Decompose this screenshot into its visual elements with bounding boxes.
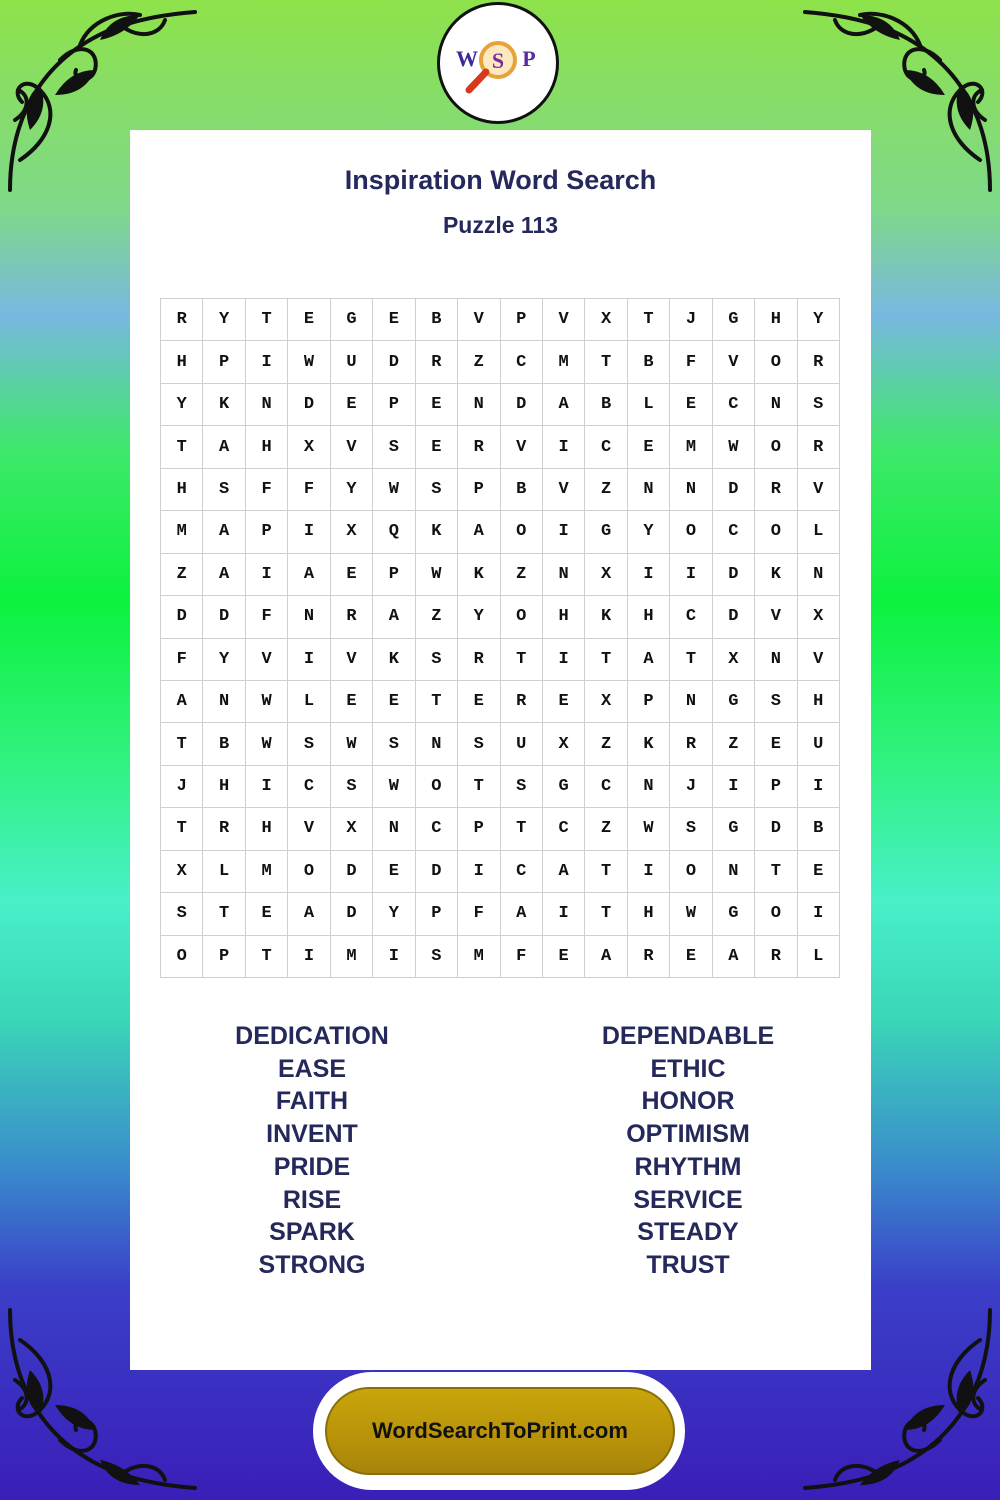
grid-cell[interactable]: S bbox=[670, 808, 712, 850]
grid-cell[interactable]: S bbox=[501, 766, 543, 808]
grid-cell[interactable]: I bbox=[373, 936, 415, 978]
grid-cell[interactable]: G bbox=[713, 893, 755, 935]
word-list-item: RHYTHM bbox=[634, 1152, 742, 1181]
grid-cell[interactable]: F bbox=[288, 469, 330, 511]
grid-cell[interactable]: R bbox=[161, 299, 203, 341]
grid-cell[interactable]: Y bbox=[203, 299, 245, 341]
grid-cell[interactable]: R bbox=[755, 469, 797, 511]
grid-cell[interactable]: E bbox=[373, 681, 415, 723]
grid-cell[interactable]: Z bbox=[585, 808, 627, 850]
grid-cell[interactable]: S bbox=[373, 426, 415, 468]
grid-cell[interactable]: N bbox=[203, 681, 245, 723]
grid-cell[interactable]: R bbox=[798, 426, 840, 468]
grid-cell[interactable]: C bbox=[501, 851, 543, 893]
grid-cell[interactable]: I bbox=[288, 936, 330, 978]
grid-cell[interactable]: C bbox=[713, 511, 755, 553]
grid-cell[interactable]: P bbox=[373, 384, 415, 426]
grid-cell[interactable]: A bbox=[458, 511, 500, 553]
grid-cell[interactable]: L bbox=[798, 936, 840, 978]
grid-cell[interactable]: U bbox=[501, 723, 543, 765]
grid-cell[interactable]: D bbox=[331, 893, 373, 935]
grid-cell[interactable]: A bbox=[203, 554, 245, 596]
grid-cell[interactable]: Q bbox=[373, 511, 415, 553]
letter-grid bbox=[160, 298, 840, 978]
grid-cell[interactable]: O bbox=[501, 596, 543, 638]
grid-cell[interactable]: H bbox=[755, 299, 797, 341]
grid-cell[interactable]: Z bbox=[501, 554, 543, 596]
word-list-item: HONOR bbox=[641, 1087, 735, 1116]
grid-cell[interactable]: S bbox=[373, 723, 415, 765]
grid-cell[interactable]: A bbox=[203, 426, 245, 468]
grid-cell[interactable]: D bbox=[713, 596, 755, 638]
grid-cell[interactable]: E bbox=[670, 384, 712, 426]
grid-cell[interactable]: C bbox=[288, 766, 330, 808]
grid-cell[interactable]: O bbox=[416, 766, 458, 808]
grid-cell[interactable]: C bbox=[543, 808, 585, 850]
grid-cell[interactable]: X bbox=[585, 681, 627, 723]
word-list-item: DEPENDABLE bbox=[601, 1022, 775, 1050]
grid-cell[interactable]: I bbox=[543, 639, 585, 681]
grid-cell[interactable]: M bbox=[246, 851, 288, 893]
word-list-item: EASE bbox=[277, 1054, 347, 1083]
grid-cell[interactable]: T bbox=[670, 639, 712, 681]
grid-cell[interactable]: F bbox=[161, 639, 203, 681]
grid-cell[interactable]: E bbox=[628, 426, 670, 468]
grid-cell[interactable]: H bbox=[628, 596, 670, 638]
grid-cell[interactable]: N bbox=[670, 681, 712, 723]
grid-cell[interactable]: T bbox=[501, 639, 543, 681]
word-list-item: OPTIMISM bbox=[626, 1120, 750, 1149]
grid-cell[interactable]: Z bbox=[458, 341, 500, 383]
grid-cell[interactable]: R bbox=[755, 936, 797, 978]
grid-cell[interactable]: I bbox=[628, 554, 670, 596]
grid-cell[interactable]: Z bbox=[416, 596, 458, 638]
grid-cell[interactable]: A bbox=[288, 893, 330, 935]
grid-cell[interactable]: P bbox=[458, 808, 500, 850]
word-list-right bbox=[538, 1020, 838, 1282]
grid-cell[interactable]: X bbox=[331, 808, 373, 850]
grid-cell[interactable]: N bbox=[373, 808, 415, 850]
grid-cell[interactable]: P bbox=[246, 511, 288, 553]
grid-cell[interactable]: Z bbox=[161, 554, 203, 596]
grid-cell[interactable]: T bbox=[585, 341, 627, 383]
grid-cell[interactable]: O bbox=[161, 936, 203, 978]
grid-cell[interactable]: I bbox=[458, 851, 500, 893]
grid-cell[interactable]: A bbox=[203, 511, 245, 553]
grid-cell[interactable]: R bbox=[798, 341, 840, 383]
grid-cell[interactable]: G bbox=[331, 299, 373, 341]
grid-cell[interactable]: L bbox=[628, 384, 670, 426]
grid-cell[interactable]: I bbox=[543, 893, 585, 935]
grid-cell[interactable]: N bbox=[755, 384, 797, 426]
grid-cell[interactable]: T bbox=[161, 808, 203, 850]
grid-cell[interactable]: R bbox=[203, 808, 245, 850]
grid-cell[interactable]: E bbox=[416, 384, 458, 426]
grid-cell[interactable]: Y bbox=[331, 469, 373, 511]
grid-cell[interactable]: G bbox=[543, 766, 585, 808]
grid-cell[interactable]: D bbox=[416, 851, 458, 893]
grid-cell[interactable]: X bbox=[161, 851, 203, 893]
grid-cell[interactable]: W bbox=[246, 681, 288, 723]
page-title: Inspiration Word Search bbox=[344, 165, 657, 195]
grid-cell[interactable]: R bbox=[628, 936, 670, 978]
grid-cell[interactable]: H bbox=[161, 341, 203, 383]
grid-cell[interactable]: H bbox=[203, 766, 245, 808]
word-list-item: PRIDE bbox=[273, 1152, 351, 1181]
grid-cell[interactable]: O bbox=[755, 341, 797, 383]
grid-cell[interactable]: B bbox=[628, 341, 670, 383]
grid-cell[interactable]: W bbox=[416, 554, 458, 596]
grid-cell[interactable]: Y bbox=[203, 639, 245, 681]
grid-cell[interactable]: W bbox=[288, 341, 330, 383]
grid-cell[interactable]: K bbox=[585, 596, 627, 638]
grid-cell[interactable]: P bbox=[628, 681, 670, 723]
grid-cell[interactable]: R bbox=[458, 426, 500, 468]
grid-cell[interactable]: X bbox=[713, 639, 755, 681]
grid-cell[interactable]: D bbox=[203, 596, 245, 638]
grid-cell[interactable]: M bbox=[458, 936, 500, 978]
grid-cell[interactable]: B bbox=[416, 299, 458, 341]
grid-cell[interactable]: T bbox=[755, 851, 797, 893]
grid-cell[interactable]: V bbox=[755, 596, 797, 638]
grid-cell[interactable]: W bbox=[628, 808, 670, 850]
grid-cell[interactable]: F bbox=[458, 893, 500, 935]
grid-cell[interactable]: M bbox=[161, 511, 203, 553]
grid-cell[interactable]: K bbox=[416, 511, 458, 553]
grid-cell[interactable]: C bbox=[416, 808, 458, 850]
grid-cell[interactable]: T bbox=[628, 299, 670, 341]
grid-cell[interactable]: H bbox=[628, 893, 670, 935]
word-list-item: STRONG bbox=[258, 1250, 366, 1279]
grid-cell[interactable]: V bbox=[798, 469, 840, 511]
grid-cell[interactable]: W bbox=[331, 723, 373, 765]
grid-cell[interactable]: P bbox=[203, 936, 245, 978]
grid-cell[interactable]: D bbox=[331, 851, 373, 893]
grid-cell[interactable]: K bbox=[755, 554, 797, 596]
grid-cell[interactable]: G bbox=[713, 681, 755, 723]
grid-cell[interactable]: Z bbox=[585, 723, 627, 765]
grid-cell[interactable]: R bbox=[501, 681, 543, 723]
grid-cell[interactable]: Z bbox=[585, 469, 627, 511]
grid-cell[interactable]: M bbox=[331, 936, 373, 978]
grid-cell[interactable]: V bbox=[288, 808, 330, 850]
grid-cell[interactable]: O bbox=[288, 851, 330, 893]
grid-cell[interactable]: T bbox=[161, 723, 203, 765]
grid-cell[interactable]: X bbox=[585, 554, 627, 596]
grid-cell[interactable]: X bbox=[798, 596, 840, 638]
grid-cell[interactable]: D bbox=[755, 808, 797, 850]
grid-cell[interactable]: G bbox=[713, 299, 755, 341]
grid-cell[interactable]: N bbox=[798, 554, 840, 596]
grid-cell[interactable]: A bbox=[161, 681, 203, 723]
grid-cell[interactable]: I bbox=[246, 766, 288, 808]
grid-cell[interactable]: H bbox=[246, 808, 288, 850]
grid-cell[interactable]: L bbox=[798, 511, 840, 553]
grid-cell[interactable]: D bbox=[373, 341, 415, 383]
grid-cell[interactable]: G bbox=[713, 808, 755, 850]
grid-cell[interactable]: I bbox=[543, 426, 585, 468]
grid-cell[interactable]: V bbox=[713, 341, 755, 383]
word-list-item: FAITH bbox=[275, 1087, 349, 1116]
grid-cell[interactable]: L bbox=[288, 681, 330, 723]
grid-cell[interactable]: H bbox=[543, 596, 585, 638]
grid-cell[interactable]: A bbox=[543, 851, 585, 893]
grid-cell[interactable]: S bbox=[458, 723, 500, 765]
grid-cell[interactable]: O bbox=[755, 426, 797, 468]
grid-cell[interactable]: S bbox=[288, 723, 330, 765]
grid-cell[interactable]: E bbox=[331, 384, 373, 426]
grid-cell[interactable]: S bbox=[203, 469, 245, 511]
grid-cell[interactable]: T bbox=[585, 851, 627, 893]
grid-cell[interactable]: V bbox=[543, 469, 585, 511]
grid-cell[interactable]: U bbox=[331, 341, 373, 383]
grid-cell[interactable]: M bbox=[543, 341, 585, 383]
grid-cell[interactable]: E bbox=[670, 936, 712, 978]
grid-cell[interactable]: F bbox=[246, 469, 288, 511]
word-list-item: DEDICATION bbox=[235, 1022, 389, 1050]
grid-cell[interactable]: F bbox=[246, 596, 288, 638]
grid-cell[interactable]: S bbox=[416, 639, 458, 681]
grid-cell[interactable]: R bbox=[331, 596, 373, 638]
grid-cell[interactable]: H bbox=[161, 469, 203, 511]
word-list-item: ETHIC bbox=[650, 1054, 726, 1083]
site-logo[interactable] bbox=[437, 2, 559, 124]
grid-cell[interactable]: O bbox=[670, 511, 712, 553]
grid-cell[interactable]: E bbox=[458, 681, 500, 723]
word-list-item: RISE bbox=[282, 1185, 342, 1214]
word-list-item: SPARK bbox=[269, 1218, 355, 1247]
site-link-button[interactable]: WordSearchToPrint.com bbox=[325, 1387, 675, 1475]
grid-cell[interactable]: A bbox=[713, 936, 755, 978]
puzzle-sheet bbox=[130, 130, 871, 1370]
grid-cell[interactable]: E bbox=[543, 936, 585, 978]
grid-cell[interactable]: I bbox=[246, 554, 288, 596]
grid-cell[interactable]: V bbox=[543, 299, 585, 341]
grid-cell[interactable]: D bbox=[713, 554, 755, 596]
grid-cell[interactable]: G bbox=[585, 511, 627, 553]
word-list-item: STEADY bbox=[637, 1218, 739, 1247]
grid-cell[interactable]: S bbox=[331, 766, 373, 808]
word-list-item: INVENT bbox=[266, 1120, 358, 1149]
grid-cell[interactable]: B bbox=[798, 808, 840, 850]
grid-cell[interactable]: I bbox=[288, 511, 330, 553]
grid-cell[interactable]: T bbox=[246, 936, 288, 978]
grid-cell[interactable]: L bbox=[203, 851, 245, 893]
word-list-item: TRUST bbox=[646, 1250, 730, 1279]
grid-cell[interactable]: P bbox=[373, 554, 415, 596]
grid-cell[interactable]: U bbox=[798, 723, 840, 765]
grid-cell[interactable]: Y bbox=[798, 299, 840, 341]
grid-cell[interactable]: P bbox=[416, 893, 458, 935]
grid-cell[interactable]: N bbox=[288, 596, 330, 638]
grid-cell[interactable]: S bbox=[755, 681, 797, 723]
grid-cell[interactable]: X bbox=[331, 511, 373, 553]
grid-cell[interactable]: D bbox=[501, 384, 543, 426]
grid-cell[interactable]: Y bbox=[458, 596, 500, 638]
grid-cell[interactable]: N bbox=[628, 469, 670, 511]
grid-cell[interactable]: T bbox=[585, 639, 627, 681]
grid-cell[interactable]: T bbox=[501, 808, 543, 850]
word-list-left bbox=[162, 1020, 462, 1282]
grid-cell[interactable]: C bbox=[501, 341, 543, 383]
grid-cell[interactable]: Y bbox=[161, 384, 203, 426]
grid-cell[interactable]: A bbox=[585, 936, 627, 978]
grid-cell[interactable]: K bbox=[203, 384, 245, 426]
grid-cell[interactable]: I bbox=[543, 511, 585, 553]
grid-cell[interactable]: C bbox=[713, 384, 755, 426]
grid-cell[interactable]: B bbox=[203, 723, 245, 765]
grid-cell[interactable]: I bbox=[246, 341, 288, 383]
grid-cell[interactable]: E bbox=[798, 851, 840, 893]
grid-cell[interactable]: I bbox=[713, 766, 755, 808]
grid-cell[interactable]: W bbox=[246, 723, 288, 765]
grid-cell[interactable]: P bbox=[501, 299, 543, 341]
grid-cell[interactable]: N bbox=[628, 766, 670, 808]
grid-cell[interactable]: I bbox=[798, 766, 840, 808]
grid-cell[interactable]: N bbox=[246, 384, 288, 426]
grid-cell[interactable]: B bbox=[585, 384, 627, 426]
grid-cell[interactable]: N bbox=[713, 851, 755, 893]
grid-cell[interactable]: T bbox=[416, 681, 458, 723]
grid-cell[interactable]: X bbox=[543, 723, 585, 765]
grid-cell[interactable]: K bbox=[458, 554, 500, 596]
grid-cell[interactable]: Z bbox=[713, 723, 755, 765]
grid-cell[interactable]: Y bbox=[373, 893, 415, 935]
grid-cell[interactable]: E bbox=[373, 299, 415, 341]
grid-cell[interactable]: W bbox=[373, 469, 415, 511]
magnifier-icon bbox=[443, 8, 553, 118]
grid-cell[interactable]: T bbox=[458, 766, 500, 808]
grid-cell[interactable]: H bbox=[246, 426, 288, 468]
grid-cell[interactable]: A bbox=[543, 384, 585, 426]
grid-cell[interactable]: C bbox=[585, 426, 627, 468]
grid-cell[interactable]: J bbox=[670, 299, 712, 341]
logo-letter-p: P bbox=[522, 46, 536, 71]
grid-cell[interactable]: V bbox=[798, 639, 840, 681]
grid-cell[interactable]: D bbox=[288, 384, 330, 426]
grid-cell[interactable]: E bbox=[373, 851, 415, 893]
grid-cell[interactable]: V bbox=[458, 299, 500, 341]
grid-cell[interactable]: N bbox=[416, 723, 458, 765]
grid-cell[interactable]: H bbox=[798, 681, 840, 723]
grid-cell[interactable]: J bbox=[670, 766, 712, 808]
grid-cell[interactable]: K bbox=[628, 723, 670, 765]
grid-cell[interactable]: I bbox=[798, 893, 840, 935]
puzzle-number: Puzzle 113 bbox=[442, 212, 559, 238]
grid-cell[interactable]: E bbox=[288, 299, 330, 341]
logo-letter-w: W bbox=[456, 46, 478, 71]
grid-cell[interactable]: P bbox=[755, 766, 797, 808]
grid-cell[interactable]: V bbox=[331, 639, 373, 681]
grid-cell[interactable]: O bbox=[501, 511, 543, 553]
grid-cell[interactable]: O bbox=[670, 851, 712, 893]
grid-cell[interactable]: S bbox=[416, 936, 458, 978]
grid-cell[interactable]: F bbox=[670, 341, 712, 383]
grid-cell[interactable]: D bbox=[161, 596, 203, 638]
grid-cell[interactable]: M bbox=[670, 426, 712, 468]
grid-cell[interactable]: R bbox=[458, 639, 500, 681]
grid-cell[interactable]: T bbox=[246, 299, 288, 341]
grid-cell[interactable]: V bbox=[501, 426, 543, 468]
grid-cell[interactable]: X bbox=[288, 426, 330, 468]
grid-cell[interactable]: C bbox=[585, 766, 627, 808]
grid-cell[interactable]: E bbox=[755, 723, 797, 765]
grid-cell[interactable]: A bbox=[288, 554, 330, 596]
word-list-item: SERVICE bbox=[633, 1185, 743, 1214]
grid-cell[interactable]: C bbox=[670, 596, 712, 638]
grid-cell[interactable]: V bbox=[331, 426, 373, 468]
grid-cell[interactable]: P bbox=[203, 341, 245, 383]
grid-cell[interactable]: W bbox=[713, 426, 755, 468]
grid-cell[interactable]: D bbox=[713, 469, 755, 511]
grid-cell[interactable]: P bbox=[458, 469, 500, 511]
grid-cell[interactable]: E bbox=[416, 426, 458, 468]
grid-cell[interactable]: R bbox=[416, 341, 458, 383]
grid-cell[interactable]: E bbox=[543, 681, 585, 723]
grid-cell[interactable]: R bbox=[670, 723, 712, 765]
grid-cell[interactable]: F bbox=[501, 936, 543, 978]
grid-cell[interactable]: A bbox=[501, 893, 543, 935]
grid-cell[interactable]: I bbox=[670, 554, 712, 596]
grid-cell[interactable]: E bbox=[246, 893, 288, 935]
grid-cell[interactable]: A bbox=[628, 639, 670, 681]
grid-cell[interactable]: O bbox=[755, 511, 797, 553]
grid-cell[interactable]: W bbox=[373, 766, 415, 808]
grid-cell[interactable]: I bbox=[288, 639, 330, 681]
logo-letter-s: S bbox=[491, 48, 505, 73]
grid-cell[interactable]: J bbox=[161, 766, 203, 808]
grid-cell[interactable]: O bbox=[755, 893, 797, 935]
grid-cell[interactable]: Y bbox=[628, 511, 670, 553]
grid-cell[interactable]: K bbox=[373, 639, 415, 681]
grid-cell[interactable]: E bbox=[331, 554, 373, 596]
grid-cell[interactable]: S bbox=[416, 469, 458, 511]
grid-cell[interactable]: N bbox=[458, 384, 500, 426]
grid-cell[interactable]: N bbox=[543, 554, 585, 596]
grid-cell[interactable]: W bbox=[670, 893, 712, 935]
grid-cell[interactable]: B bbox=[501, 469, 543, 511]
grid-cell[interactable]: X bbox=[585, 299, 627, 341]
grid-cell[interactable]: V bbox=[246, 639, 288, 681]
grid-cell[interactable]: I bbox=[628, 851, 670, 893]
grid-cell[interactable]: S bbox=[161, 893, 203, 935]
grid-cell[interactable]: A bbox=[373, 596, 415, 638]
grid-cell[interactable]: N bbox=[755, 639, 797, 681]
grid-cell[interactable]: N bbox=[670, 469, 712, 511]
grid-cell[interactable]: T bbox=[203, 893, 245, 935]
grid-cell[interactable]: E bbox=[331, 681, 373, 723]
grid-cell[interactable]: T bbox=[585, 893, 627, 935]
grid-cell[interactable]: T bbox=[161, 426, 203, 468]
grid-cell[interactable]: S bbox=[798, 384, 840, 426]
